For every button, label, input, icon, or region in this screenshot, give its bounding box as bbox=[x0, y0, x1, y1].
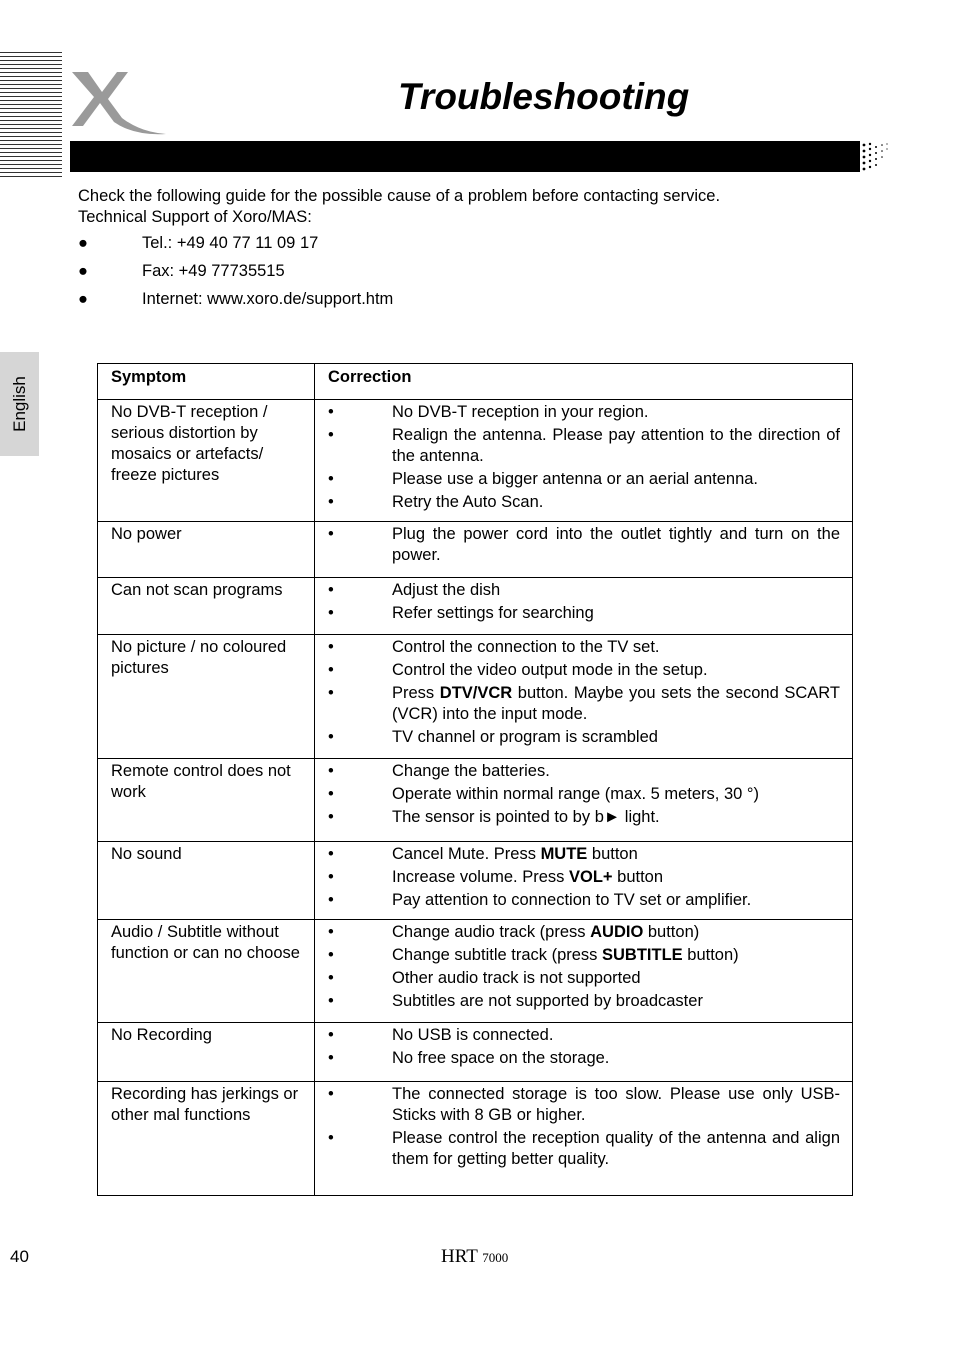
bullet-icon: • bbox=[328, 728, 334, 746]
correction-list bbox=[328, 922, 840, 1012]
correction-key-label: AUDIO bbox=[590, 923, 644, 941]
correction-text: Change the batteries. bbox=[392, 762, 550, 780]
correction-item bbox=[328, 660, 840, 681]
correction-cell bbox=[315, 759, 853, 842]
table-row bbox=[98, 920, 853, 1023]
table-row bbox=[98, 1023, 853, 1082]
bullet-icon: • bbox=[328, 868, 334, 886]
correction-item bbox=[328, 1128, 840, 1170]
column-header-symptom: Symptom bbox=[98, 364, 315, 400]
bullet-icon: • bbox=[328, 1085, 334, 1103]
table-row bbox=[98, 1082, 853, 1196]
symptom-cell: No picture / no coloured pictures bbox=[98, 635, 315, 759]
symptom-cell: No Recording bbox=[98, 1023, 315, 1082]
table-row bbox=[98, 759, 853, 842]
correction-text: Refer settings for searching bbox=[392, 604, 594, 622]
correction-cell bbox=[315, 920, 853, 1023]
table-row bbox=[98, 578, 853, 635]
symptom-cell: Audio / Subtitle without function or can no choose bbox=[98, 920, 315, 1023]
bullet-icon: ● bbox=[78, 262, 88, 280]
bullet-icon: • bbox=[328, 684, 334, 702]
correction-item bbox=[328, 807, 840, 828]
correction-text: button bbox=[612, 868, 664, 886]
correction-text: Please use a bigger antenna or an aerial antenna. bbox=[392, 470, 759, 488]
page-number: 40 bbox=[10, 1247, 29, 1266]
correction-item bbox=[328, 784, 840, 805]
correction-item bbox=[328, 844, 840, 865]
table-row bbox=[98, 635, 853, 759]
model-number: 7000 bbox=[482, 1250, 509, 1265]
bullet-icon: • bbox=[328, 891, 334, 909]
bullet-icon: ● bbox=[78, 290, 88, 308]
correction-item bbox=[328, 425, 840, 467]
bullet-icon: ● bbox=[78, 234, 88, 252]
column-header-correction: Correction bbox=[315, 364, 853, 400]
correction-text: button bbox=[587, 845, 638, 863]
correction-text: Adjust the dish bbox=[392, 581, 501, 599]
table-row bbox=[98, 522, 853, 578]
correction-text: Subtitles are not supported by broadcaster bbox=[392, 992, 703, 1010]
bullet-icon: • bbox=[328, 992, 334, 1010]
bullet-icon: • bbox=[328, 923, 334, 941]
bullet-icon: • bbox=[328, 808, 334, 826]
correction-cell bbox=[315, 1023, 853, 1082]
correction-item bbox=[328, 469, 840, 490]
correction-item bbox=[328, 727, 840, 748]
bullet-icon: • bbox=[328, 525, 334, 543]
correction-list bbox=[328, 637, 840, 748]
contact-list bbox=[78, 233, 393, 317]
bullet-icon: • bbox=[328, 493, 334, 511]
xoro-logo bbox=[68, 68, 168, 136]
table-body bbox=[98, 400, 853, 1196]
bullet-icon: • bbox=[328, 845, 334, 863]
intro-line-1: Check the following guide for the possible cause of a problem before contacting service. bbox=[78, 187, 721, 205]
table-row bbox=[98, 400, 853, 522]
correction-item bbox=[328, 1084, 840, 1126]
correction-item bbox=[328, 922, 840, 943]
correction-text: The sensor is pointed to by b► light. bbox=[392, 808, 660, 826]
bullet-icon: • bbox=[328, 426, 334, 444]
correction-list bbox=[328, 1084, 840, 1170]
correction-list bbox=[328, 844, 840, 911]
correction-text: Change subtitle track (press bbox=[392, 946, 603, 964]
correction-key-label: SUBTITLE bbox=[602, 946, 683, 964]
model-main: HRT bbox=[441, 1246, 478, 1267]
bullet-icon: • bbox=[328, 1129, 334, 1147]
contact-item-phone: ● Tel.: +49 40 77 11 09 17 bbox=[78, 234, 319, 252]
correction-text: No DVB-T reception in your region. bbox=[392, 403, 649, 421]
intro-line-2: Technical Support of Xoro/MAS: bbox=[78, 208, 312, 226]
correction-list bbox=[328, 580, 840, 624]
bullet-icon: • bbox=[328, 785, 334, 803]
intro-text bbox=[78, 186, 720, 228]
model-name bbox=[441, 1246, 508, 1268]
bullet-icon: • bbox=[328, 946, 334, 964]
correction-item bbox=[328, 991, 840, 1012]
correction-key-label: DTV/VCR bbox=[439, 684, 513, 702]
correction-item bbox=[328, 867, 840, 888]
correction-cell bbox=[315, 522, 853, 578]
correction-list bbox=[328, 524, 840, 566]
decorative-stripes bbox=[0, 52, 62, 180]
correction-cell bbox=[315, 635, 853, 759]
correction-text: Pay attention to connection to TV set or amplifier. bbox=[392, 891, 752, 909]
correction-text: TV channel or program is scrambled bbox=[392, 728, 658, 746]
symptom-cell: Can not scan programs bbox=[98, 578, 315, 635]
correction-text: Cancel Mute. Press bbox=[392, 845, 541, 863]
correction-item bbox=[328, 1048, 840, 1069]
correction-item bbox=[328, 524, 840, 566]
correction-item bbox=[328, 761, 840, 782]
correction-text: button) bbox=[643, 923, 700, 941]
correction-cell bbox=[315, 400, 853, 522]
bullet-icon: • bbox=[328, 604, 334, 622]
correction-list bbox=[328, 1025, 840, 1069]
correction-item bbox=[328, 968, 840, 989]
language-tab bbox=[0, 352, 39, 456]
correction-text: Realign the antenna. Please pay attention to the direction of the antenna. bbox=[392, 426, 840, 465]
correction-item bbox=[328, 683, 840, 725]
symptom-cell: No DVB-T reception / serious distortion by mosaics or artefacts/ freeze pictures bbox=[98, 400, 315, 522]
correction-key-label: VOL+ bbox=[569, 868, 613, 886]
bullet-icon: • bbox=[328, 1049, 334, 1067]
correction-list bbox=[328, 761, 840, 828]
bullet-icon: • bbox=[328, 969, 334, 987]
correction-text: Retry the Auto Scan. bbox=[392, 493, 544, 511]
bullet-icon: • bbox=[328, 638, 334, 656]
correction-text: Control the connection to the TV set. bbox=[392, 638, 660, 656]
bullet-icon: • bbox=[328, 1026, 334, 1044]
correction-item bbox=[328, 637, 840, 658]
correction-text: Change audio track (press bbox=[392, 923, 591, 941]
correction-text: No free space on the storage. bbox=[392, 1049, 610, 1067]
correction-item bbox=[328, 603, 840, 624]
contact-item-internet: ● Internet: www.xoro.de/support.htm bbox=[78, 290, 394, 308]
correction-text: No USB is connected. bbox=[392, 1026, 554, 1044]
correction-item bbox=[328, 580, 840, 601]
bullet-icon: • bbox=[328, 661, 334, 679]
page-title: Troubleshooting bbox=[398, 76, 690, 117]
correction-text: Plug the power cord into the outlet tightly and turn on the power. bbox=[392, 525, 840, 564]
correction-item bbox=[328, 945, 840, 966]
bullet-icon: • bbox=[328, 470, 334, 488]
bullet-icon: • bbox=[328, 403, 334, 421]
contact-item-fax: ● Fax: +49 77735515 bbox=[78, 262, 285, 280]
table-row bbox=[98, 842, 853, 920]
dot-pattern-decoration bbox=[848, 141, 890, 173]
header-bar bbox=[70, 141, 860, 172]
language-tab-label: English bbox=[9, 376, 29, 432]
correction-text: button. Maybe you sets the second SCART (VCR) into the input mode. bbox=[392, 684, 841, 723]
correction-text: button) bbox=[682, 946, 739, 964]
symptom-cell: Recording has jerkings or other mal functions bbox=[98, 1082, 315, 1196]
correction-text: Control the video output mode in the setup. bbox=[392, 661, 708, 679]
correction-cell bbox=[315, 578, 853, 635]
correction-item bbox=[328, 890, 840, 911]
correction-key-label: MUTE bbox=[540, 845, 588, 863]
bullet-icon: • bbox=[328, 581, 334, 599]
symptom-cell: Remote control does not work bbox=[98, 759, 315, 842]
bullet-icon: • bbox=[328, 762, 334, 780]
correction-item bbox=[328, 1025, 840, 1046]
correction-list bbox=[328, 402, 840, 513]
correction-item bbox=[328, 492, 840, 513]
correction-text: The connected storage is too slow. Please use only USB-Sticks with 8 GB or higher. bbox=[392, 1085, 840, 1124]
troubleshooting-table bbox=[97, 363, 853, 1196]
correction-item bbox=[328, 402, 840, 423]
table-header-row bbox=[98, 364, 853, 400]
correction-text: Increase volume. Press bbox=[392, 868, 569, 886]
correction-cell bbox=[315, 1082, 853, 1196]
symptom-cell: No power bbox=[98, 522, 315, 578]
correction-text: Operate within normal range (max. 5 meters, 30 °) bbox=[392, 785, 759, 803]
correction-text: Press bbox=[392, 684, 440, 702]
correction-text: Please control the reception quality of the antenna and align them for getting better quality. bbox=[392, 1129, 840, 1168]
correction-text: Other audio track is not supported bbox=[392, 969, 641, 987]
symptom-cell: No sound bbox=[98, 842, 315, 920]
correction-cell bbox=[315, 842, 853, 920]
